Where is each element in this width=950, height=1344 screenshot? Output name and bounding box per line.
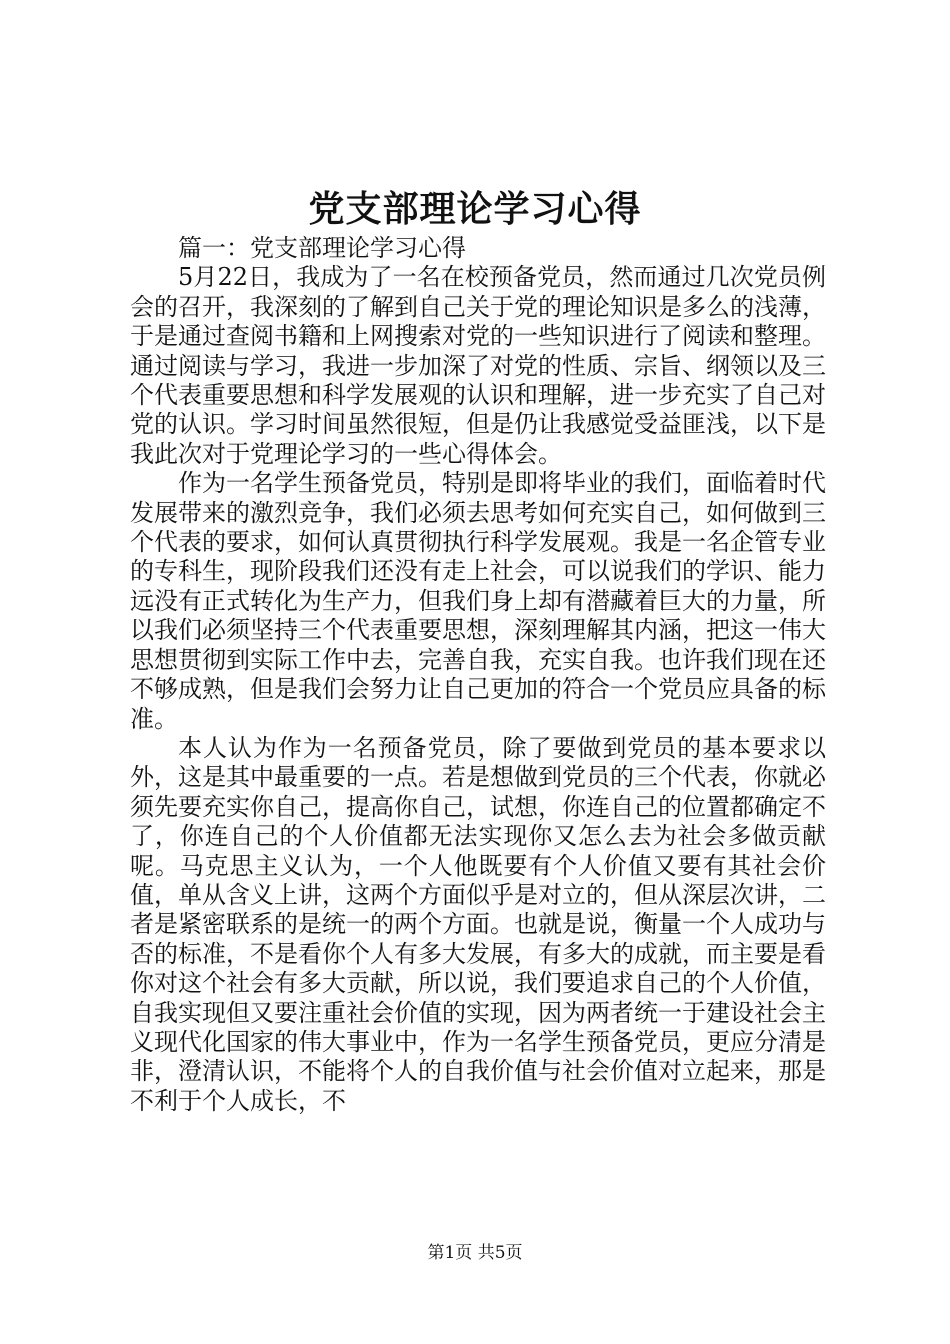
section-heading: 篇一：党支部理论学习心得: [178, 234, 466, 262]
document-title: 党支部理论学习心得: [308, 188, 642, 230]
document-body: [130, 234, 826, 1116]
paragraph: 作为一名学生预备党员，特别是即将毕业的我们，面临着时代发展带来的激烈竞争，我们必须去思考如何充实自己，如何做到三个代表的要求，如何认真贯彻执行科学发展观。我是一名企管专业的专科生，现阶段我们还没有走上社会，可以说我们的学识、能力远没有正式转化为生产力，但我们身上却有潜藏着巨大的力量，所以我们必须坚持三个代表重要思想，深刻理解其内涵，把这一伟大思想贯彻到实际工作中去，完善自我，充实自我。也许我们现在还不够成熟，但是我们会努力让自己更加的符合一个党员应具备的标准。: [130, 469, 826, 733]
page-number-footer: 第1页 共5页: [427, 1243, 523, 1263]
paragraph: 5月22日，我成为了一名在校预备党员，然而通过几次党员例会的召开，我深刻的了解到自己关于党的理论知识是多么的浅薄，于是通过查阅书籍和上网搜索对党的一些知识进行了阅读和整理。通过阅读与学习，我进一步加深了对党的性质、宗旨、纲领以及三个代表重要思想和科学发展观的认识和理解，进一步充实了自己对党的认识。学习时间虽然很短，但是仍让我感觉受益匪浅，以下是我此次对于党理论学习的一些心得体会。: [130, 263, 826, 468]
paragraph: 本人认为作为一名预备党员，除了要做到党员的基本要求以外，这是其中最重要的一点。若是想做到党员的三个代表，你就必须先要充实你自己，提高你自己，试想，你连自己的位置都确定不了，你连自己的个人价值都无法实现你又怎么去为社会多做贡献呢。马克思主义认为，一个人他既要有个人价值又要有其社会价值，单从含义上讲，这两个方面似乎是对立的，但从深层次讲，二者是紧密联系的是统一的两个方面。也就是说，衡量一个人成功与否的标准，不是看你个人有多大发展，有多大的成就，而主要是看你对这个社会有多大贡献，所以说，我们要追求自己的个人价值，自我实现但又要注重社会价值的实现，因为两者统一于建设社会主义现代化国家的伟大事业中，作为一名学生预备党员，更应分清是非，澄清认识，不能将个人的自我价值与社会价值对立起来，那是不利于个人成长，不: [130, 733, 826, 1115]
